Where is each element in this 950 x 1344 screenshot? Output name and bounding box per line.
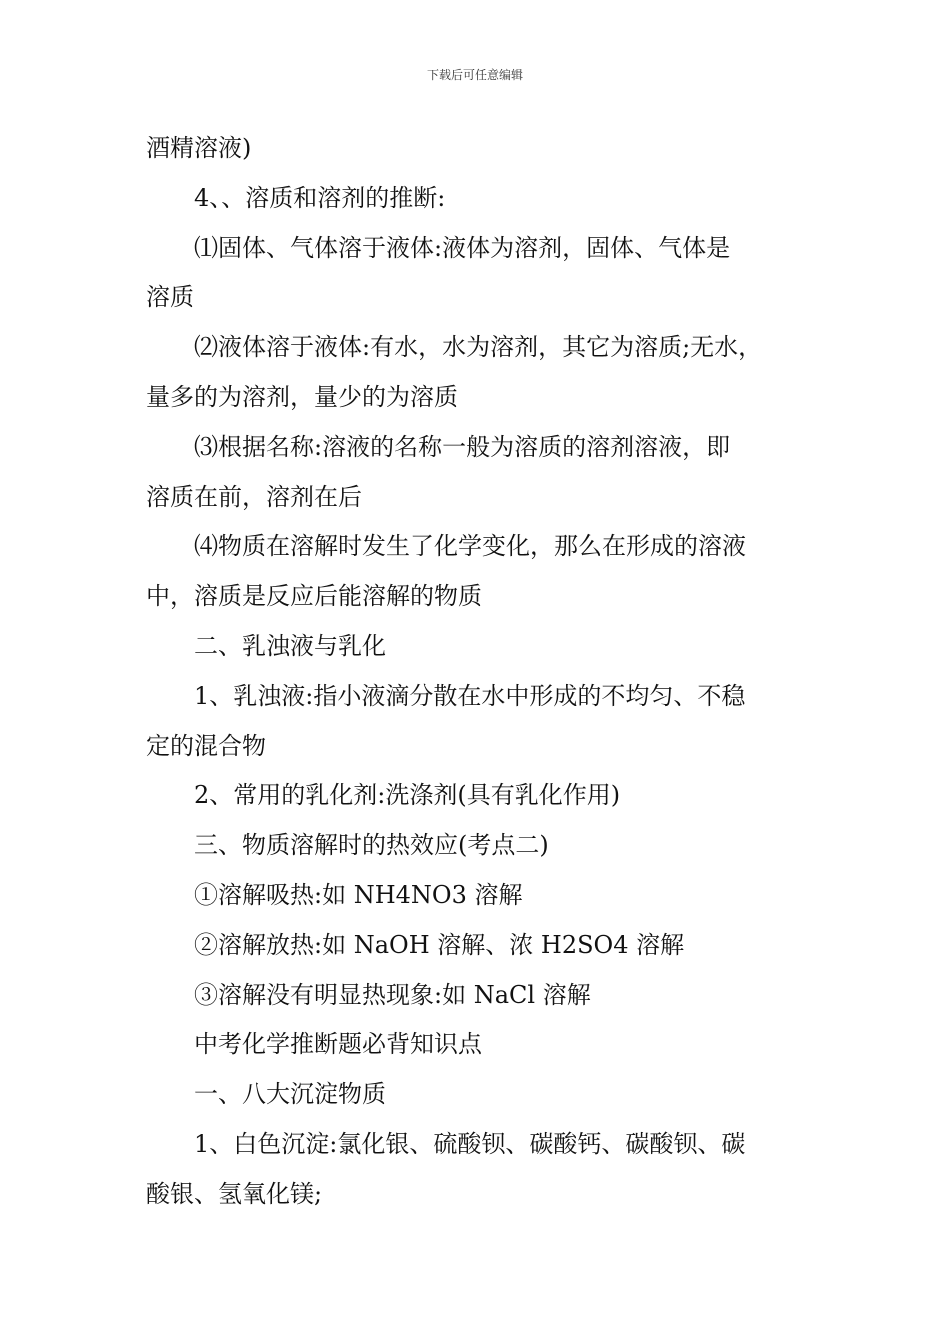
paragraph-line: 量多的为溶剂，量少的为溶质 [146, 382, 458, 411]
page-header: 下载后可任意编辑 [426, 68, 523, 82]
paragraph-line: ①溶解吸热:如 NH4NO3 溶解 [194, 880, 523, 909]
paragraph-line: 酒精溶液) [146, 134, 252, 162]
section-heading: 三、物质溶解时的热效应(考点二) [194, 831, 549, 860]
section-heading: 一、八大沉淀物质 [194, 1080, 386, 1109]
paragraph-line: 溶质 [146, 283, 194, 312]
document-title: 中考化学推断题必背知识点 [194, 1030, 482, 1059]
paragraph-line: ⑶根据名称:溶液的名称一般为溶质的溶剂溶液，即 [194, 432, 731, 461]
paragraph-line: 4、、溶质和溶剂的推断: [194, 183, 446, 212]
paragraph-line: ⑵液体溶于液体:有水，水为溶剂，其它为溶质;无水， [194, 333, 763, 362]
paragraph-line: ②溶解放热:如 NaOH 溶解、浓 H2SO4 溶解 [194, 930, 685, 959]
document-body [146, 124, 810, 1220]
paragraph-line: ⑴固体、气体溶于液体:液体为溶剂，固体、气体是 [194, 233, 731, 262]
paragraph-line: 溶质在前，溶剂在后 [146, 482, 362, 511]
paragraph-line: 1、乳浊液:指小液滴分散在水中形成的不均匀、不稳 [194, 681, 746, 710]
paragraph-line: 定的混合物 [146, 731, 266, 760]
paragraph-line: 酸银、氢氧化镁; [146, 1179, 323, 1208]
paragraph-line: ③溶解没有明显热现象:如 NaCl 溶解 [194, 980, 591, 1009]
paragraph-line: 2、常用的乳化剂:洗涤剂(具有乳化作用) [194, 781, 621, 810]
paragraph-line: 1、白色沉淀:氯化银、硫酸钡、碳酸钙、碳酸钡、碳 [194, 1129, 746, 1158]
paragraph-line: 中，溶质是反应后能溶解的物质 [146, 582, 482, 611]
section-heading: 二、乳浊液与乳化 [194, 631, 386, 660]
paragraph-line: ⑷物质在溶解时发生了化学变化，那么在形成的溶液 [194, 532, 746, 561]
